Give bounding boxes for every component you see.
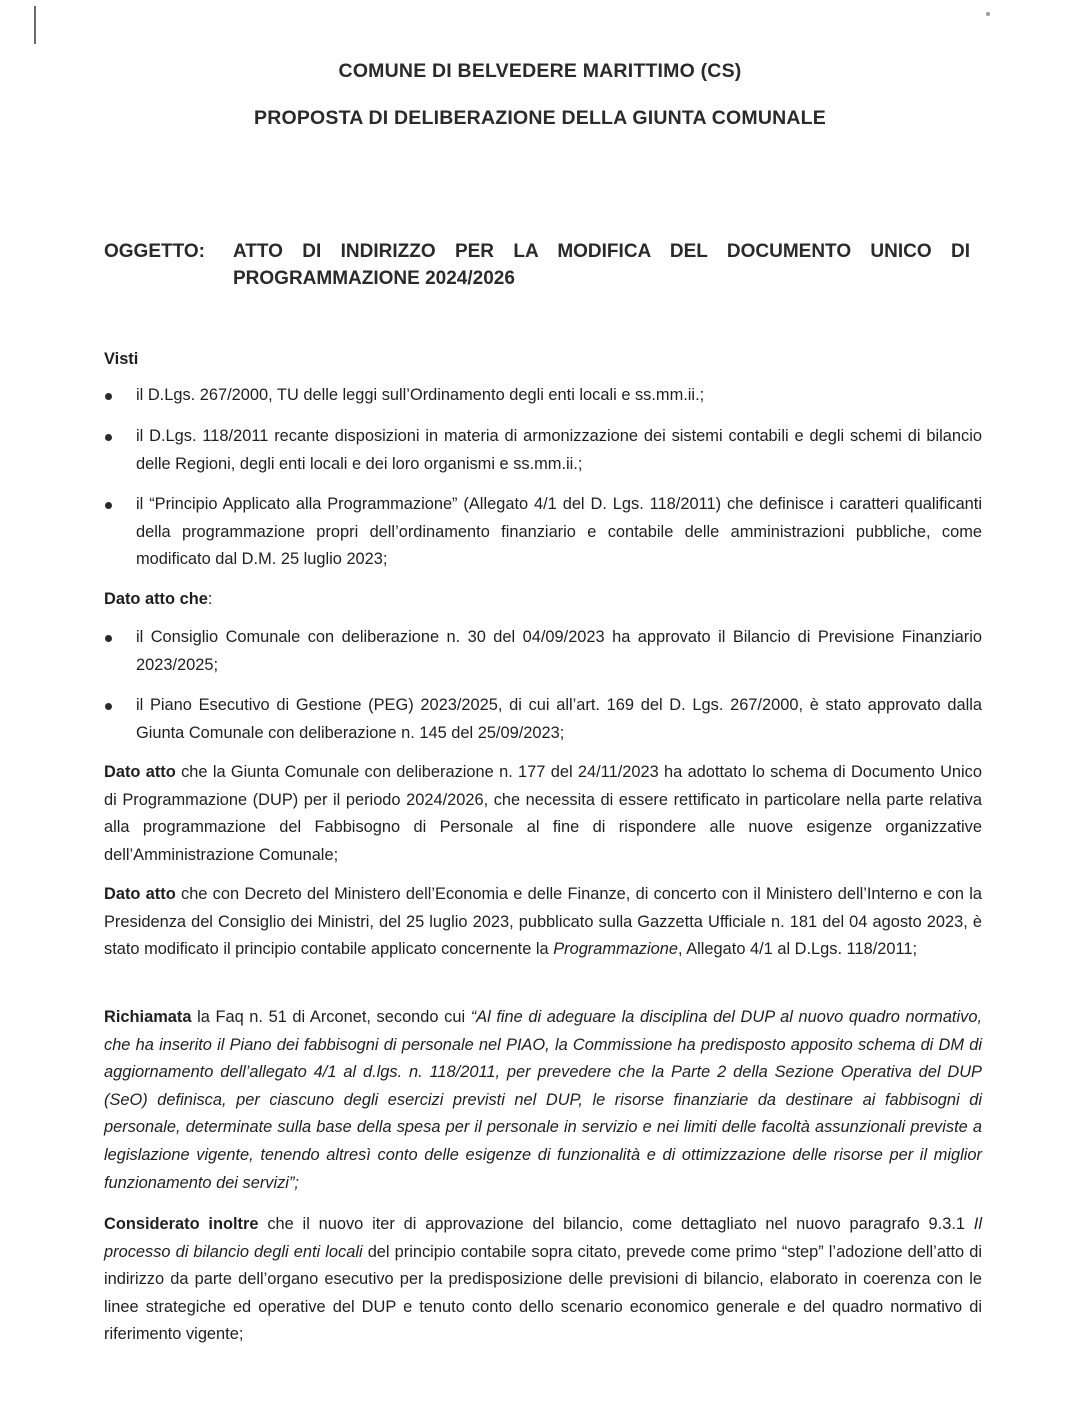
list-item-text: il Piano Esecutivo di Gestione (PEG) 2023/2025, di cui all’art. 169 del D. Lgs. 267/2000, è stato approvato dalla Giunta Comunale con deliberazione n. 145 del 25/09/2023; xyxy=(136,696,982,742)
paragraph-text: la Faq n. 51 di Arconet, secondo cui xyxy=(191,1008,471,1026)
paragraph-considerato xyxy=(104,1211,982,1349)
oggetto-line-1: ATTO DI INDIRIZZO PER LA MODIFICA DEL DOCUMENTO UNICO DI xyxy=(233,241,970,262)
list-item-text: il D.Lgs. 267/2000, TU delle leggi sull’Ordinamento degli enti locali e ss.mm.ii.; xyxy=(136,386,705,404)
paragraph-tail: , Allegato 4/1 al D.Lgs. 118/2011; xyxy=(678,940,918,959)
oggetto-label: OGGETTO: xyxy=(104,241,205,262)
paragraph-text: che la Giunta Comunale con deliberazione n. 177 del 24/11/2023 ha adottato lo schema di Documento Unico di Programmazione (DUP) per il periodo 2024/2026, che necessita di essere rettificato in particolare nella parte relativa alla programmazione del Fabbisogno di Personale al fine di rispondere alle nuove esigenze organizzative dell’Amministrazione Comunale; xyxy=(104,763,982,864)
oggetto-line-2: PROGRAMMAZIONE 2024/2026 xyxy=(233,268,515,289)
paragraph-lead: Richiamata xyxy=(104,1008,192,1026)
list-item-text: il “Principio Applicato alla Programmazione” (Allegato 4/1 del D. Lgs. 118/2011) che definisce i caratteri qualificanti della programmazione propri dell’ordinamento finanziario e contabile delle amministrazioni pubbliche, come modificato dal D.M. 25 luglio 2023; xyxy=(136,495,982,569)
paragraph-dato-atto-dup xyxy=(104,759,982,869)
paragraph-dato-atto-decreto xyxy=(104,881,982,964)
proposta-title: PROPOSTA DI DELIBERAZIONE DELLA GIUNTA COMUNALE xyxy=(253,107,826,129)
paragraph-quote: “Al fine di adeguare la disciplina del DUP al nuovo quadro normativo, che ha inserito il Piano dei fabbisogni di personale nel PIAO, la Commissione ha predisposto apposito schema di DM di aggiornamento dell’allegato 4/1 al d.lgs. n. 118/2011, per prevedere che la Parte 2 della Sezione Operativa del DUP (SeO) definisca, per ciascuno degli esercizi previsti nel DUP, le risorse finanziarie da destinare ai fabbisogni di personale, determinate sulla base della spesa per il personale in servizio e nei limiti delle facoltà assunzionali previste a legislazione vigente, tenendo altresì conto delle esigenze di funzionalità e di ottimizzazione delle risorse per il miglior funzionamento dei servizi”; xyxy=(104,1008,982,1192)
paragraph-tail: del principio contabile sopra citato, prevede come primo “step” l’adozione dell’atto di indirizzo da parte dell’organo esecutivo per la predisposizione delle previsioni di bilancio, elaborato in coerenza con le linee strategiche ed operative del DUP e tenuto conto dello scenario economico generale e del quadro normativo di riferimento vigente; xyxy=(104,1242,982,1344)
scan-mark xyxy=(34,6,36,44)
scan-speck xyxy=(986,12,990,16)
paragraph-text: che il nuovo iter di approvazione del bilancio, come dettagliato nel nuovo paragrafo 9.3.1 xyxy=(258,1215,974,1233)
paragraph-lead: Dato atto xyxy=(104,885,176,903)
list-item-text: il D.Lgs. 118/2011 recante disposizioni in materia di armonizzazione dei sistemi contabili e degli schemi di bilancio delle Regioni, degli enti locali e dei loro organismi e ss.mm.ii.; xyxy=(136,427,982,473)
paragraph-richiamata xyxy=(104,1004,982,1197)
paragraph-lead: Dato atto xyxy=(104,763,176,781)
visti-heading: Visti xyxy=(104,350,139,368)
paragraph-italic: Il processo di bilancio degli enti locali xyxy=(104,1215,982,1261)
dato-atto-che-label: Dato atto che xyxy=(104,590,208,608)
paragraph-lead: Considerato inoltre xyxy=(104,1215,259,1233)
list-item-text: il Consiglio Comunale con deliberazione n. 30 del 04/09/2023 ha approvato il Bilancio di Previsione Finanziario 2023/2025; xyxy=(136,628,982,674)
dato-atto-che-colon: : xyxy=(207,590,213,608)
paragraph-text: che con Decreto del Ministero dell’Economia e delle Finanze, di concerto con il Ministero dell’Interno e con la Presidenza del Consiglio dei Ministri, del 25 luglio 2023, pubblicato sulla Gazzetta Ufficiale n. 181 del 04 agosto 2023, è stato modificato il principio contabile applicato concernente la xyxy=(104,885,982,959)
paragraph-italic: Programmazione xyxy=(553,940,678,959)
dato-atto-che-heading xyxy=(104,586,982,614)
comune-title: COMUNE DI BELVEDERE MARITTIMO (CS) xyxy=(338,60,742,82)
